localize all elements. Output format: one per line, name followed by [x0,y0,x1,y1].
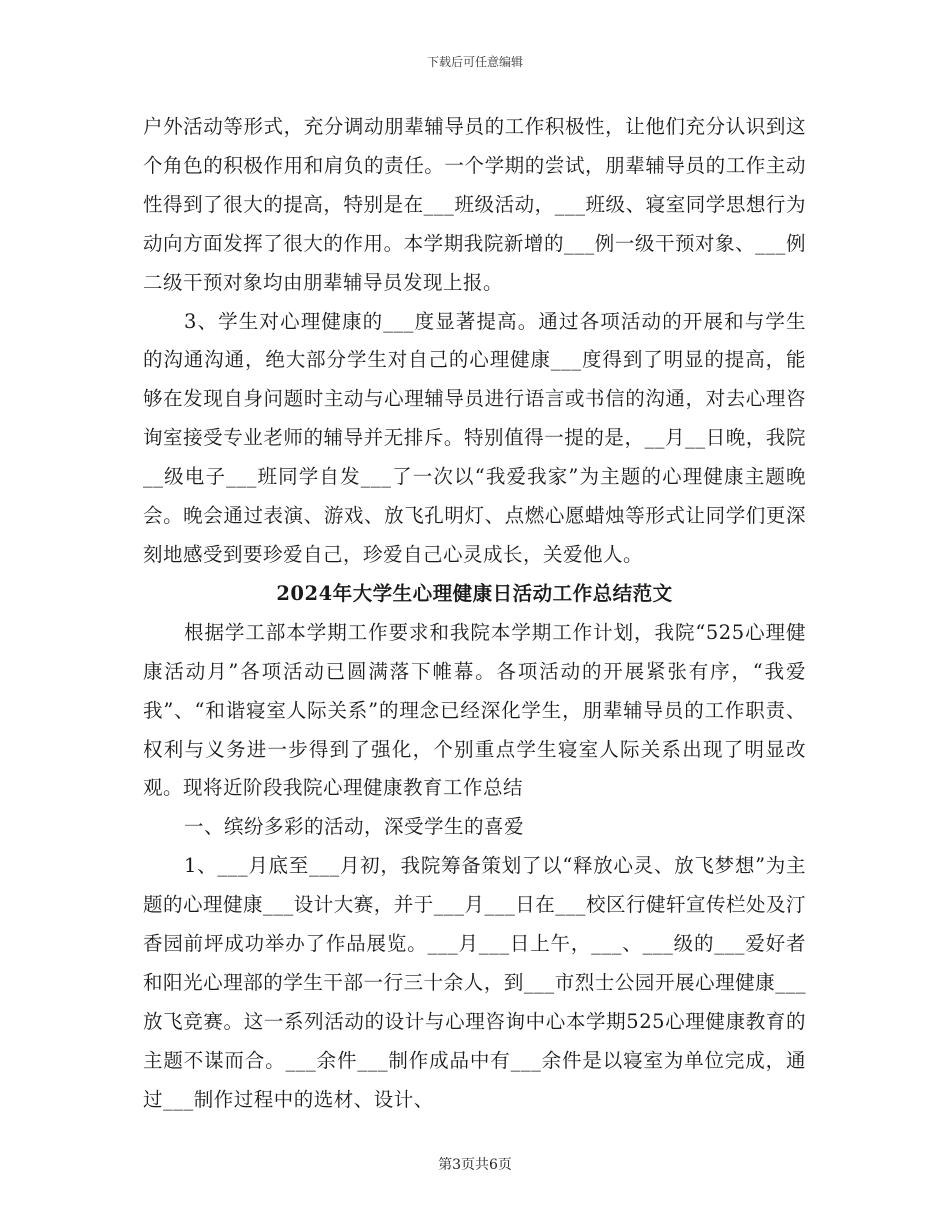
paragraph-3: 根据学工部本学期工作要求和我院本学期工作计划，我院“525心理健康活动月”各项活动已圆满落下帷幕。各项活动的开展紧张有序，“我爱我”、“和谐寝室人际关系”的理念已经深化学生，朋辈辅导员的工作职责、权利与义务进一步得到了强化，个别重点学生寝室人际关系出现了明显改观。现将近阶段我院心理健康教育工作总结 [143,620,806,800]
page-footer: 第3页共6页 [438,1157,512,1173]
section-heading-1: 一、缤纷多彩的活动，深受学生的喜爱 [184,815,525,839]
document-body [143,108,806,1120]
paragraph-2: 3、学生对心理健康的___度显著提高。通过各项活动的开展和与学生的沟通沟通，绝大部分学生对自己的心理健康___度得到了明显的提高，能够在发现自身问题时主动与心理辅导员进行语言或书信的沟通，对去心理咨询室接受专业老师的辅导并无排斥。特别值得一提的是，__月__日晚，我院__级电子___班同学自发___了一次以“我爱我家”为主题的心理健康主题晚会。晚会通过表演、游戏、放飞孔明灯、点燃心愿蜡烛等形式让同学们更深刻地感受到要珍爱自己，珍爱自己心灵成长，关爱他人。 [143,309,806,566]
section-title: 2024年大学生心理健康日活动工作总结范文 [276,581,673,605]
paragraph-5: 1、___月底至___月初，我院筹备策划了以“释放心灵、放飞梦想”为主题的心理健康___设计大赛，并于___月___日在___校区行健轩宣传栏处及汀香园前坪成功举办了作品展览。___月___日上午，___、___级的___爱好者和阳光心理部的学生干部一行三十余人，到___市烈士公园开展心理健康___放飞竞赛。这一系列活动的设计与心理咨询中心本学期525心理健康教育的主题不谋而合。___余件___制作成品中有___余件是以寝室为单位完成，通过___制作过程中的选材、设计、 [143,854,807,1111]
paragraph-1: 户外活动等形式，充分调动朋辈辅导员的工作积极性，让他们充分认识到这个角色的积极作用和肩负的责任。一个学期的尝试，朋辈辅导员的工作主动性得到了很大的提高，特别是在___班级活动，___班级、寝室同学思想行为动向方面发挥了很大的作用。本学期我院新增的___例一级干预对象、___例二级干预对象均由朋辈辅导员发现上报。 [143,115,806,294]
page-header: 下载后可任意编辑 [426,55,523,69]
